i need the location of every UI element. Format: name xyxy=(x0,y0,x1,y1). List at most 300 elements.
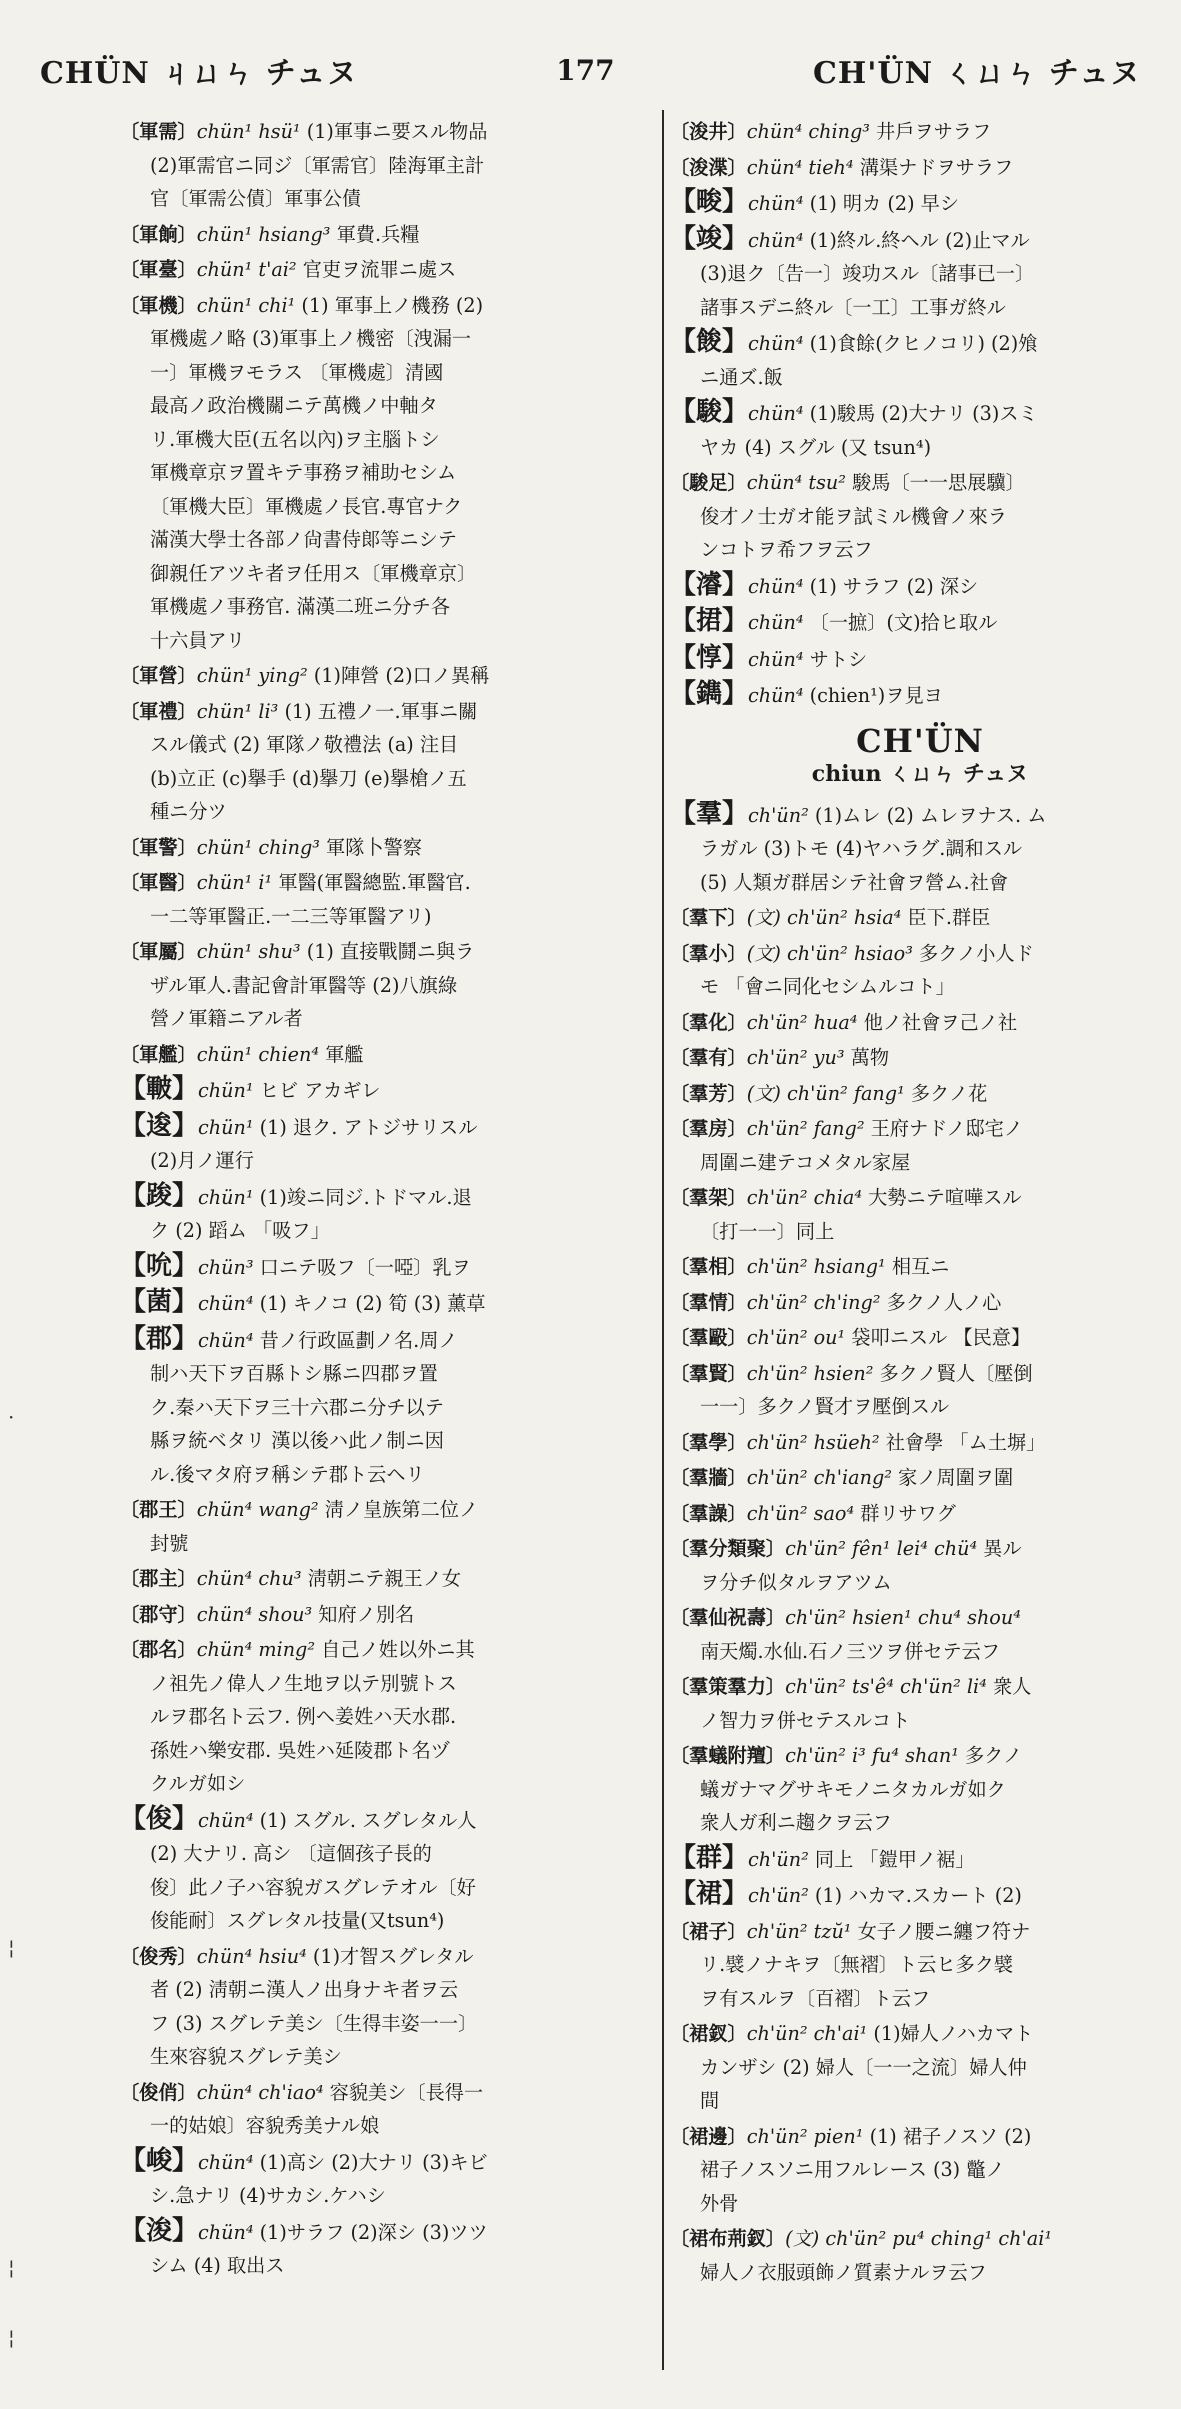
entry-definition: 容貌美シ〔長得一 xyxy=(329,2080,484,2104)
dictionary-entry xyxy=(670,151,1170,185)
entry-continuation: ニ通ズ.飯 xyxy=(700,365,783,389)
entry-headword: 〔郡守〕 xyxy=(120,1602,197,1626)
dictionary-entry xyxy=(670,1878,1170,1913)
entry-romanization: chün⁴ xyxy=(198,1808,254,1832)
dictionary-entry xyxy=(670,1321,1170,1355)
entry-continuation: ラガル (3)トモ (4)ヤハラグ.調和スル xyxy=(700,837,1023,860)
entry-romanization: chün⁴ wang² xyxy=(196,1498,319,1521)
entry-definition: 駿馬〔一一思展驥〕 xyxy=(852,471,1025,494)
entry-definition: 官吏ヲ流罪ニ處ス xyxy=(302,258,457,281)
entry-headword: 【竣】 xyxy=(670,223,749,254)
entry-romanization: ch'ün² ch'iang² xyxy=(746,1466,892,1489)
entry-romanization: chün⁴ xyxy=(748,647,804,671)
entry-romanization: ch'ün² ch'ai¹ xyxy=(746,2022,868,2045)
entry-definition: (1) 軍事上ノ機務 (2) xyxy=(301,293,484,317)
entry-romanization: ch'ün² xyxy=(748,1884,809,1907)
entry-headword: 〔郡名〕 xyxy=(120,1638,197,1661)
entry-headword: 【群】 xyxy=(670,1842,749,1873)
entry-continuation: 軍機處ノ略 (3)軍事上ノ機密〔洩漏一 xyxy=(150,327,472,350)
entry-headword: 〔羣有〕 xyxy=(670,1046,747,1069)
entry-definition: 多クノ賢人〔壓倒 xyxy=(879,1361,1033,1385)
dictionary-entry xyxy=(670,1357,1170,1424)
entry-continuation: ヲ有スルヲ〔百褶〕ト云フ xyxy=(700,1986,931,2010)
entry-romanization: chün¹ li³ xyxy=(196,699,279,723)
entry-romanization: chün⁴ xyxy=(198,1328,254,1352)
dictionary-entry xyxy=(670,1670,1170,1737)
entry-continuation: 十六員アリ xyxy=(150,628,246,652)
entry-continuation: 生來容貌スグレテ美シ xyxy=(150,2045,342,2068)
dictionary-entry xyxy=(670,1532,1170,1599)
entry-definition: 軍隊卜警察 xyxy=(326,835,422,859)
entry-headword: 〔軍臺〕 xyxy=(120,258,197,281)
entry-definition: (1)ムレ (2) ムレヲナス. ム xyxy=(814,803,1047,827)
entry-romanization: chün⁴ tieh⁴ xyxy=(746,155,854,179)
entry-romanization: ch'ün² hsien² xyxy=(746,1361,874,1385)
entry-definition: (1)高シ (2)大ナリ (3)キビ xyxy=(259,2150,488,2174)
entry-continuation: カンザシ (2) 婦人〔一一之流〕婦人仲 xyxy=(700,2055,1027,2079)
entry-headword: 【裙】 xyxy=(670,1879,749,1909)
entry-continuation: 婦人ノ衣服頭飾ノ質素ナルヲ云フ xyxy=(700,2260,987,2284)
dictionary-entry xyxy=(120,2076,650,2143)
entry-definition: 多クノ花 xyxy=(910,1081,988,1105)
entry-continuation: (2)月ノ運行 xyxy=(150,1149,254,1172)
entry-romanization: chün⁴ xyxy=(748,574,804,598)
entry-headword: 〔羣小〕 xyxy=(670,941,747,965)
entry-headword: 【畯】 xyxy=(670,187,749,217)
entry-headword: 〔軍禮〕 xyxy=(120,699,197,723)
entry-romanization: chün⁴ shou³ xyxy=(196,1602,313,1626)
dictionary-entry xyxy=(670,2017,1170,2118)
margin-mark: ¦ xyxy=(8,2325,15,2349)
entry-romanization: chün⁴ xyxy=(748,228,804,252)
entry-definition: 多クノ小人ド xyxy=(919,941,1034,965)
entry-continuation: 俊才ノ士ガオ能ヲ試ミル機會ノ來ラ xyxy=(700,504,1007,528)
entry-headword: 〔郡主〕 xyxy=(120,1567,197,1590)
dictionary-entry xyxy=(670,186,1170,221)
entry-definition: (1) 退ク. アトジサリスル xyxy=(259,1115,478,1139)
entry-continuation: 一二等軍醫正.一二三等軍醫アリ) xyxy=(150,904,432,928)
dictionary-entry xyxy=(120,1110,650,1178)
dictionary-entry xyxy=(120,1562,650,1596)
entry-continuation: シ.急ナリ (4)サカシ.ケハシ xyxy=(150,2184,386,2207)
entry-continuation: スル儀式 (2) 軍隊ノ敬禮法 (a) 注目 xyxy=(150,733,459,756)
entry-headword: 〔裙邊〕 xyxy=(670,2124,747,2148)
entry-romanization: ch'ün² sao⁴ xyxy=(746,1501,855,1525)
entry-continuation: リ.襞ノナキヲ〔無褶〕ト云ヒ多ク襞 xyxy=(700,1953,1014,1976)
entry-definition: (1)サラフ (2)深シ (3)ツツ xyxy=(259,2220,488,2244)
entry-definition: (1) サラフ (2) 深シ xyxy=(809,574,979,598)
entry-definition: (1)竣ニ同ジ.トドマル.退 xyxy=(259,1185,472,1209)
entry-continuation: 周圍ニ建テコメタル家屋 xyxy=(700,1150,911,1174)
entry-headword: 【俊】 xyxy=(120,1803,199,1834)
entry-definition: 〔一摭〕(文)拾ヒ取ル xyxy=(809,611,998,634)
entry-continuation: ノ智力ヲ併セテスルコト xyxy=(700,1708,911,1732)
entry-headword: 〔羣仙祝壽〕 xyxy=(670,1606,786,1629)
entry-definition: 多クノ人ノ心 xyxy=(886,1290,1002,1314)
entry-headword: 【皸】 xyxy=(120,1074,199,1104)
entry-romanization: ch'ün² i³ fu⁴ shan¹ xyxy=(785,1744,959,1767)
entry-romanization: chün⁴ xyxy=(748,332,804,355)
entry-headword: 〔羣芳〕 xyxy=(670,1081,747,1105)
entry-romanization: ch'ün² hsüeh² xyxy=(746,1430,880,1454)
dictionary-entry xyxy=(670,937,1170,1004)
entry-definition: 群リサワグ xyxy=(860,1501,956,1525)
dictionary-entry xyxy=(120,1493,650,1560)
dictionary-entry xyxy=(670,1112,1170,1179)
page-number: 177 xyxy=(556,53,615,87)
section-title: CH'ÜN xyxy=(856,721,984,760)
entry-headword: 〔羣譟〕 xyxy=(670,1501,747,1525)
dictionary-entry xyxy=(670,1041,1170,1075)
entry-romanization: chün⁴ ming² xyxy=(196,1638,316,1661)
entry-definition: 軍費.兵糧 xyxy=(336,222,420,246)
entry-definition: 女子ノ腰ニ纏フ符ナ xyxy=(857,1919,1031,1943)
entry-romanization: chün¹ xyxy=(198,1115,254,1139)
entry-definition: (1)終ル.終ヘル (2)止マル xyxy=(809,228,1030,252)
entry-continuation: 一〕軍機ヲモラス 〔軍機處〕清國 xyxy=(150,360,444,384)
entry-headword: 【惇】 xyxy=(670,642,749,673)
entry-definition: 口ニテ吸フ〔一啞〕乳ヲ xyxy=(259,1255,471,1279)
entry-romanization: (文) ch'ün² fang¹ xyxy=(746,1081,905,1105)
dictionary-entry xyxy=(120,218,650,252)
entry-romanization: chün⁴ ching³ xyxy=(746,120,870,143)
entry-definition: (1) 直接戰鬪ニ與ラ xyxy=(306,940,475,963)
entry-romanization: ch'ün² chia⁴ xyxy=(746,1186,863,1209)
entry-headword: 【浚】 xyxy=(120,2215,199,2246)
entry-headword: 〔羣情〕 xyxy=(670,1290,747,1314)
entry-definition: (chien¹)ヲ見ヨ xyxy=(809,684,943,707)
right-column-top-entries xyxy=(670,115,1170,713)
entry-definition: 社會學 「ム土塀」 xyxy=(885,1430,1046,1454)
entry-headword: 〔裙釵〕 xyxy=(670,2022,747,2045)
entry-definition: 淸朝ニテ親王ノ女 xyxy=(307,1567,462,1590)
dictionary-entry xyxy=(120,1286,650,1321)
entry-romanization: ch'ün² hsien¹ chu⁴ shou⁴ xyxy=(785,1606,1021,1629)
entry-romanization: chün¹ shu³ xyxy=(196,940,301,963)
entry-definition: (1)陣營 (2)口ノ異稱 xyxy=(313,664,490,687)
entry-definition: 臣下.群臣 xyxy=(907,906,991,929)
entry-romanization: chün¹ t'ai² xyxy=(196,258,297,281)
entry-definition: 家ノ周圍ヲ圍 xyxy=(898,1466,1014,1489)
dictionary-entry xyxy=(670,326,1170,394)
entry-definition: (1)婦人ノハカマト xyxy=(873,2022,1034,2045)
entry-continuation: 御親任アツキ者ヲ任用ス〔軍機章京〕 xyxy=(150,561,477,585)
entry-headword: 〔羣相〕 xyxy=(670,1255,747,1278)
entry-romanization: chün¹ xyxy=(198,1185,254,1209)
entry-headword: 〔裙子〕 xyxy=(670,1919,747,1943)
entry-continuation: 裙子ノスソニ用フルレース (3) 鼈ノ xyxy=(700,2158,1005,2181)
entry-continuation: (b)立正 (c)擧手 (d)擧刀 (e)擧槍ノ五 xyxy=(150,766,467,790)
dictionary-entry xyxy=(670,2222,1170,2289)
entry-headword: 【濬】 xyxy=(670,569,749,600)
header-left-title: CHÜN ㄐㄩㄣ チュヌ xyxy=(40,56,358,91)
header-right-title: CH'ÜN ㄑㄩㄣ チュヌ xyxy=(813,56,1141,91)
entry-definition: (1)軍事ニ要スル物品 xyxy=(306,120,488,143)
dictionary-entry xyxy=(120,1073,650,1108)
section-subtitle: chiun ㄑㄩㄣ チュヌ xyxy=(811,761,1029,787)
entry-headword: 【踆】 xyxy=(120,1180,199,1211)
entry-definition: (1)才智スグレタル xyxy=(312,1944,474,1968)
entry-continuation: モ 「會ニ同化セシムルコト」 xyxy=(700,975,955,998)
right-column-bottom-entries xyxy=(670,798,1170,2290)
dictionary-entry xyxy=(670,605,1170,640)
entry-romanization: chün⁴ tsu² xyxy=(746,471,846,494)
entry-headword: 【峻】 xyxy=(120,2145,199,2176)
entry-continuation: 一的姑娘〕容貌秀美ナル娘 xyxy=(150,2114,380,2137)
entry-romanization: chün⁴ xyxy=(748,611,804,634)
dictionary-entry xyxy=(670,2120,1170,2221)
entry-continuation: 軍機處ノ事務官. 滿漢二班ニ分チ各 xyxy=(150,595,451,618)
dictionary-entry xyxy=(670,642,1170,677)
entry-romanization: chün¹ hsiang³ xyxy=(196,222,331,246)
entry-continuation: ノ祖先ノ偉人ノ生地ヲ以テ別號トス xyxy=(150,1671,457,1695)
entry-continuation: 滿漢大學士各部ノ尙書侍郞等ニシテ xyxy=(150,528,457,551)
entry-continuation: ンコトヲ希フヲ云フ xyxy=(700,538,873,561)
entry-continuation: 封號 xyxy=(150,1531,189,1555)
entry-romanization: chün⁴ xyxy=(198,1292,254,1315)
entry-headword: 【鐫】 xyxy=(670,679,749,709)
entry-continuation: (2)軍需官ニ同ジ〔軍需官〕陸海軍主計 xyxy=(150,153,485,177)
entry-romanization: ch'ün² xyxy=(748,1847,809,1871)
entry-romanization: ch'ün² hsiang¹ xyxy=(746,1255,886,1278)
entry-continuation: ザル軍人.書記會計軍醫等 (2)八旗綠 xyxy=(150,973,458,997)
entry-headword: 【菌】 xyxy=(120,1287,199,1317)
entry-romanization: chün¹ ying² xyxy=(196,664,308,687)
entry-headword: 〔俊俏〕 xyxy=(120,2080,197,2104)
entry-romanization: ch'ün² xyxy=(748,803,809,827)
entry-headword: 〔羣蟻附羶〕 xyxy=(670,1744,786,1767)
entry-continuation: フ (3) スグレテ美シ〔生得丰姿一一〕 xyxy=(150,2011,478,2035)
entry-definition: (1)食餘(クヒノコリ) (2)飧 xyxy=(809,332,1038,355)
entry-definition: 自己ノ姓以外ニ其 xyxy=(321,1638,475,1661)
dictionary-entry xyxy=(670,223,1170,325)
dictionary-entry xyxy=(120,289,650,658)
entry-definition: (1) ハカマ.スカート (2) xyxy=(814,1884,1022,1907)
entry-continuation: 衆人ガ利ニ趨クヲ云フ xyxy=(700,1811,892,1834)
dictionary-entry xyxy=(120,1803,650,1938)
dictionary-entry xyxy=(120,1038,650,1072)
entry-definition: 相互ニ xyxy=(891,1255,950,1278)
entry-headword: 〔羣架〕 xyxy=(670,1186,747,1209)
entry-headword: 【駿】 xyxy=(670,397,749,427)
entry-headword: 〔軍機〕 xyxy=(120,293,197,317)
dictionary-entry xyxy=(670,1286,1170,1320)
entry-romanization: chün⁴ xyxy=(748,402,804,425)
entry-definition: 他ノ社會ヲ己ノ社 xyxy=(863,1010,1018,1034)
dictionary-entry xyxy=(670,1915,1170,2016)
entry-headword: 〔羣賢〕 xyxy=(670,1361,747,1385)
dictionary-entry xyxy=(120,831,650,865)
entry-romanization: chün³ xyxy=(198,1255,254,1279)
entry-romanization: chün¹ ching³ xyxy=(196,835,320,859)
dictionary-entry xyxy=(670,1250,1170,1284)
entry-definition: 井戶ヲサラフ xyxy=(876,120,992,143)
entry-headword: 〔裙布荊釵〕 xyxy=(670,2227,786,2250)
dictionary-entry xyxy=(670,466,1170,567)
dictionary-entry xyxy=(670,678,1170,713)
margin-mark: ¦ xyxy=(8,2255,15,2279)
entry-headword: 【捃】 xyxy=(670,606,749,636)
dictionary-entry xyxy=(670,798,1170,900)
dictionary-entry xyxy=(120,866,650,933)
entry-continuation: 〔打一一〕同上 xyxy=(700,1219,835,1243)
entry-headword: 〔軍餉〕 xyxy=(120,222,197,246)
entry-continuation: 俊能耐〕スグレタル技量(又tsun⁴) xyxy=(150,1909,445,1932)
dictionary-entry xyxy=(670,1739,1170,1840)
dictionary-entry xyxy=(120,1598,650,1632)
entry-romanization: (文) ch'ün² hsia⁴ xyxy=(746,906,902,929)
entry-continuation: 南天燭.水仙.石ノ三ツヲ併セテ云フ xyxy=(700,1639,1001,1663)
entry-continuation: 一一〕多クノ賢才ヲ壓倒スル xyxy=(700,1395,950,1418)
dictionary-entry xyxy=(670,396,1170,464)
entry-definition: 知府ノ別名 xyxy=(318,1602,415,1626)
entry-definition: 異ル xyxy=(983,1537,1022,1560)
entry-headword: 〔軍醫〕 xyxy=(120,871,197,894)
entry-continuation: シム (4) 取出ス xyxy=(150,2254,285,2277)
entry-definition: 溝渠ナドヲサラフ xyxy=(859,155,1014,179)
entry-definition: 王府ナドノ邸宅ノ xyxy=(870,1117,1023,1140)
dictionary-entry xyxy=(120,253,650,287)
entry-headword: 〔浚渫〕 xyxy=(670,155,747,179)
entry-headword: 〔俊秀〕 xyxy=(120,1944,197,1968)
entry-continuation: 諸事スデニ終ル〔一工〕工事ガ終ル xyxy=(700,295,1006,319)
entry-headword: 〔駿足〕 xyxy=(670,471,747,494)
dictionary-entry xyxy=(120,115,650,216)
entry-definition: (1)駿馬 (2)大ナリ (3)スミ xyxy=(809,402,1038,425)
entry-continuation: ク (2) 蹈ム 「吸フ」 xyxy=(150,1219,330,1242)
dictionary-entry xyxy=(120,1250,650,1285)
dictionary-entry xyxy=(120,2215,650,2283)
entry-continuation: ヲ分チ似タルヲアツム xyxy=(700,1570,892,1594)
entry-headword: 【郡】 xyxy=(120,1323,199,1354)
entry-definition: 昔ノ行政區劃ノ名.周ノ xyxy=(259,1328,458,1352)
entry-romanization: ch'ün² ts'ê⁴ ch'ün² li⁴ xyxy=(785,1675,987,1698)
entry-romanization: ch'ün² fang² xyxy=(746,1117,865,1140)
entry-definition: (1) 裙子ノスソ (2) xyxy=(869,2124,1032,2148)
dictionary-entry xyxy=(120,659,650,693)
entry-romanization: ch'ün² hua⁴ xyxy=(746,1010,858,1034)
entry-romanization: chün⁴ ch'iao⁴ xyxy=(196,2080,324,2104)
dictionary-entry xyxy=(670,1426,1170,1460)
entry-definition: 袋叩ニスル 【民意】 xyxy=(851,1326,1031,1349)
entry-headword: 【吮】 xyxy=(120,1250,199,1281)
dictionary-entry xyxy=(670,901,1170,935)
entry-definition: 淸ノ皇族第二位ノ xyxy=(324,1498,479,1521)
entry-definition: 大勢ニテ喧嘩スル xyxy=(868,1186,1022,1209)
entry-continuation: 軍機章京ヲ置キテ事務ヲ補助セシム xyxy=(150,461,457,484)
entry-definition: 多クノ xyxy=(965,1744,1023,1767)
entry-romanization: ch'ün² yu³ xyxy=(746,1046,845,1069)
entry-definition: 萬物 xyxy=(850,1046,890,1069)
entry-continuation: 營ノ軍籍ニアル者 xyxy=(150,1007,303,1030)
entry-definition: (1) スグル. スグレタル人 xyxy=(259,1808,477,1832)
left-column xyxy=(120,115,650,2285)
dictionary-entry xyxy=(670,1077,1170,1111)
entry-romanization: chün⁴ xyxy=(198,2150,254,2174)
entry-definition: (1) 五禮ノ一.軍事ニ關 xyxy=(284,699,478,723)
entry-headword: 〔羣下〕 xyxy=(670,906,747,929)
entry-romanization: (文) ch'ün² pu⁴ ching¹ ch'ai¹ xyxy=(785,2227,1053,2250)
dictionary-entry xyxy=(670,1006,1170,1040)
entry-definition: 同上 「鎧甲ノ裾」 xyxy=(814,1847,975,1871)
entry-headword: 【餕】 xyxy=(670,327,749,357)
entry-definition: サトシ xyxy=(809,647,868,671)
right-column xyxy=(670,115,1170,2291)
entry-continuation: (2) 大ナリ. 高シ 〔這個孩子長的 xyxy=(150,1842,432,1865)
entry-romanization: ch'ün² ch'ing² xyxy=(746,1290,881,1314)
entry-continuation: 間 xyxy=(700,2089,720,2112)
entry-headword: 〔羣分類聚〕 xyxy=(670,1537,786,1560)
entry-continuation: 最高ノ政治機關ニテ萬機ノ中軸タ xyxy=(150,394,438,417)
entry-continuation: (3)退ク〔告一〕竣功スル〔諸事已一〕 xyxy=(700,262,1035,285)
entry-continuation: 〔軍機大臣〕軍機處ノ長官.專官ナク xyxy=(150,494,463,518)
entry-romanization: chün⁴ xyxy=(198,2220,254,2244)
dictionary-entry xyxy=(670,1497,1170,1531)
entry-continuation: クルガ如シ xyxy=(150,1772,246,1795)
page-header xyxy=(40,40,1141,100)
entry-headword: 〔羣策羣力〕 xyxy=(670,1675,786,1698)
entry-romanization: ch'ün² tzŭ¹ xyxy=(746,1919,852,1943)
entry-headword: 〔軍營〕 xyxy=(120,664,197,687)
dictionary-entry xyxy=(120,1633,650,1801)
dictionary-entry xyxy=(120,1323,650,1492)
entry-definition: 軍醫(軍醫總監.軍醫官. xyxy=(278,871,471,894)
entry-romanization: chün¹ chi¹ xyxy=(196,293,296,317)
entry-continuation: ヤカ (4) スグル (又 tsun⁴) xyxy=(700,435,932,459)
entry-continuation: リ.軍機大臣(五名以內)ヲ主腦トシ xyxy=(150,427,440,451)
entry-continuation: 蟻ガナマグサキモノニタカルガ如ク xyxy=(700,1777,1006,1801)
dictionary-entry xyxy=(670,115,1170,149)
dictionary-entry xyxy=(670,1842,1170,1877)
entry-headword: 〔郡王〕 xyxy=(120,1498,197,1521)
entry-romanization: chün¹ hsü¹ xyxy=(196,120,301,143)
entry-continuation: 俊〕此ノ子ハ容貌ガスグレテオル〔好 xyxy=(150,1875,476,1899)
entry-romanization: ch'ün² pien¹ xyxy=(746,2124,864,2148)
entry-headword: 【逡】 xyxy=(120,1110,199,1141)
entry-definition: (1) 明カ (2) 早シ xyxy=(809,192,960,215)
entry-definition: 衆人 xyxy=(992,1675,1032,1698)
entry-romanization: chün¹ chien⁴ xyxy=(196,1042,320,1066)
dictionary-entry xyxy=(670,1601,1170,1668)
entry-headword: 〔軍需〕 xyxy=(120,120,197,143)
entry-continuation: 種ニ分ツ xyxy=(150,800,227,823)
dictionary-entry xyxy=(120,935,650,1036)
entry-continuation: 制ハ天下ヲ百縣トシ縣ニ四郡ヲ置 xyxy=(150,1362,438,1385)
entry-continuation: 外骨 xyxy=(700,2191,739,2215)
dictionary-entry xyxy=(670,1461,1170,1495)
entry-headword: 【羣】 xyxy=(670,798,749,829)
entry-romanization: ch'ün² ou¹ xyxy=(746,1326,846,1349)
entry-headword: 〔軍屬〕 xyxy=(120,940,197,963)
entry-headword: 〔羣牆〕 xyxy=(670,1466,747,1489)
entry-continuation: ル.後マタ府ヲ稱シテ郡ト云ヘリ xyxy=(150,1462,425,1486)
margin-mark: ¦ xyxy=(8,1935,15,1959)
entry-headword: 〔浚井〕 xyxy=(670,120,747,143)
dictionary-entry xyxy=(670,569,1170,604)
dictionary-entry xyxy=(670,1181,1170,1248)
entry-continuation: ルヲ郡名ト云フ. 例ヘ姜姓ハ天水郡. xyxy=(150,1705,457,1728)
entry-headword: 〔羣化〕 xyxy=(670,1010,747,1034)
dictionary-entry xyxy=(120,1940,650,2074)
entry-romanization: chün¹ xyxy=(198,1079,254,1102)
entry-definition: (1) キノコ (2) 筍 (3) 薰草 xyxy=(259,1292,486,1315)
entry-definition: 軍艦 xyxy=(325,1042,364,1066)
dictionary-entry xyxy=(120,2145,650,2213)
entry-headword: 〔軍警〕 xyxy=(120,835,197,859)
entry-headword: 〔羣學〕 xyxy=(670,1430,747,1454)
dictionary-entry xyxy=(120,1180,650,1248)
entry-headword: 〔羣毆〕 xyxy=(670,1326,747,1349)
